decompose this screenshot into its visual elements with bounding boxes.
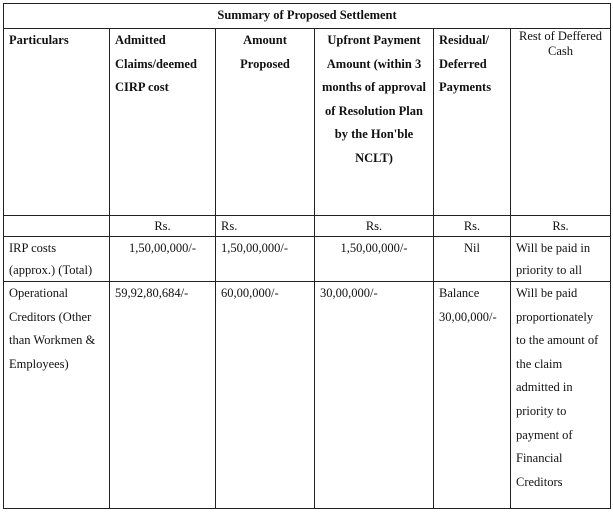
cell-proposed: 1,50,00,000/- xyxy=(216,237,315,282)
table-row xyxy=(4,237,611,282)
header-admitted-claims: Admitted Claims/deemed CIRP cost xyxy=(110,29,216,216)
unit-cell: Rs. xyxy=(315,216,434,237)
header-residual-deferred: Residual/ Deferred Payments xyxy=(434,29,511,216)
header-amount-proposed: Amount Proposed xyxy=(216,29,315,216)
cell-proposed: 60,00,000/- xyxy=(216,282,315,509)
cell-admitted: 59,92,80,684/- xyxy=(110,282,216,509)
unit-cell xyxy=(4,216,110,237)
cell-residual: Balance 30,00,000/- xyxy=(434,282,511,509)
header-particulars: Particulars xyxy=(4,29,110,216)
unit-cell: Rs. xyxy=(110,216,216,237)
cell-rest: Will be paid proportionately to the amount of the claim admitted in priority to payment of Financial Creditors xyxy=(511,282,611,509)
cell-particulars: Operational Creditors (Other than Workmen & Employees) xyxy=(4,282,110,509)
table-row xyxy=(4,282,611,509)
header-rest-deferred-cash: Rest of Deffered Cash xyxy=(511,29,611,216)
cell-upfront: 30,00,000/- xyxy=(315,282,434,509)
header-upfront-payment: Upfront Payment Amount (within 3 months of approval of Resolution Plan by the Hon'ble NCLT) xyxy=(315,29,434,216)
unit-cell: Rs. xyxy=(511,216,611,237)
header-row xyxy=(4,29,611,216)
unit-cell: Rs. xyxy=(216,216,315,237)
cell-particulars: IRP costs (approx.) (Total) xyxy=(4,237,110,282)
cell-residual: Nil xyxy=(434,237,511,282)
table-title: Summary of Proposed Settlement xyxy=(4,4,611,29)
unit-cell: Rs. xyxy=(434,216,511,237)
unit-row xyxy=(4,216,611,237)
cell-admitted: 1,50,00,000/- xyxy=(110,237,216,282)
cell-upfront: 1,50,00,000/- xyxy=(315,237,434,282)
cell-rest: Will be paid in priority to all xyxy=(511,237,611,282)
settlement-table xyxy=(3,3,611,509)
